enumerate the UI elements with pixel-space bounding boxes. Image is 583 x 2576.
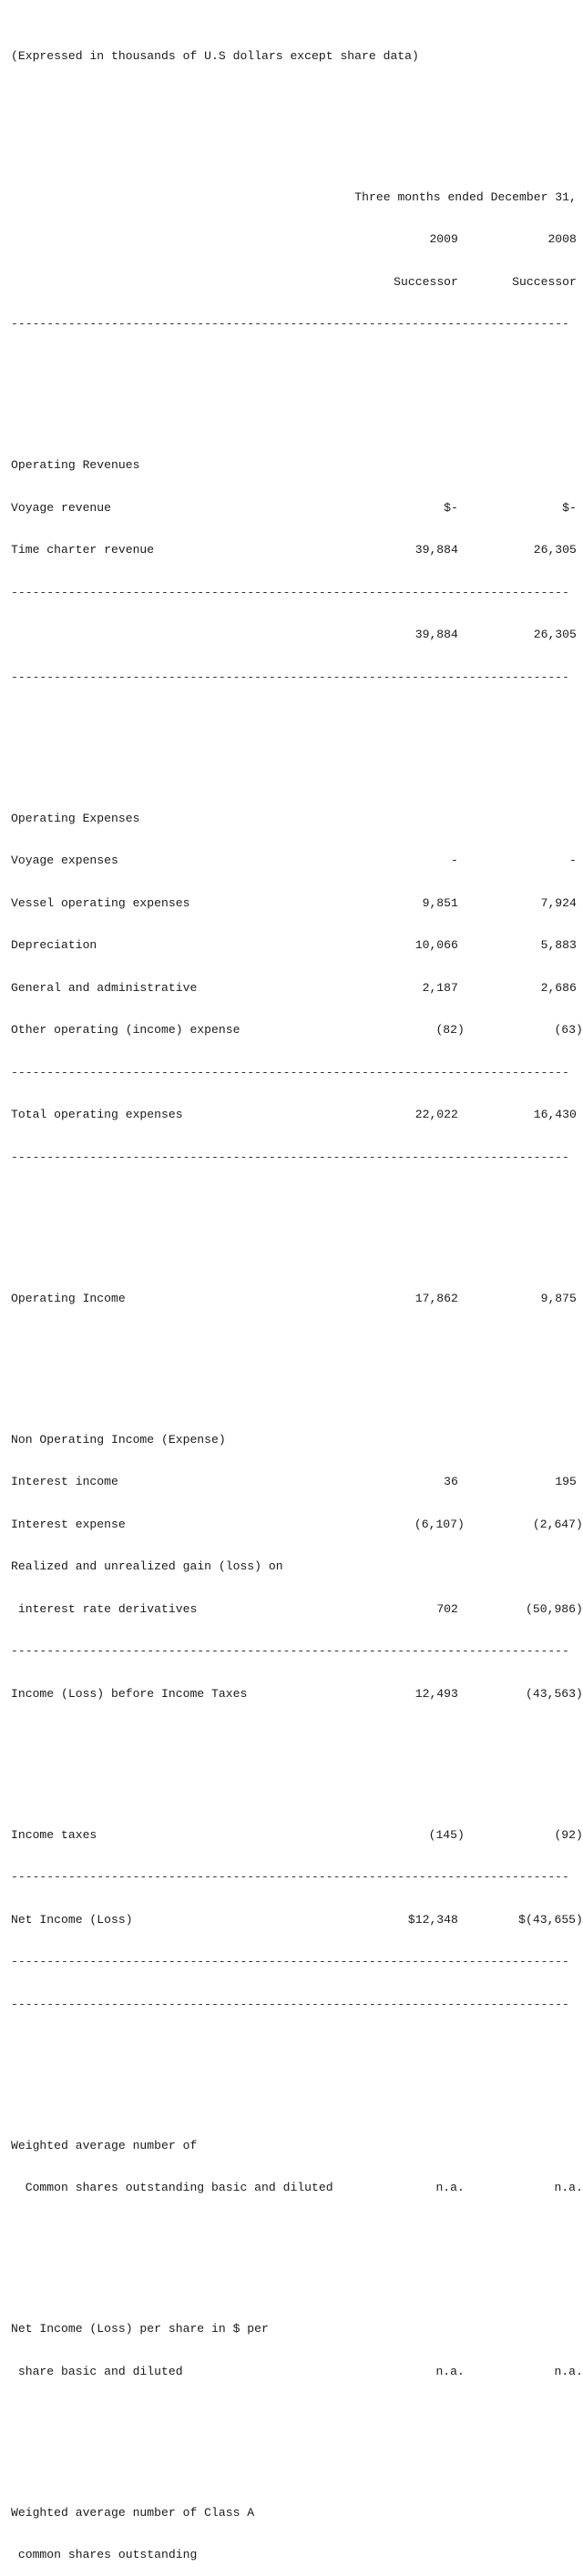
value-2008: 2,686 (540, 980, 577, 995)
row-label: Common shares outstanding basic and diluted (11, 2181, 333, 2194)
header-basis-row (11, 274, 577, 290)
weighted-common-row (11, 2139, 569, 2153)
rule: ------------------------------------------------------------------------------ (11, 1065, 569, 1079)
rule: ------------------------------------------------------------------------------ (11, 1955, 569, 1968)
row-label: interest rate derivatives (11, 1601, 198, 1616)
value-2009: 22,022 (414, 1108, 458, 1121)
section-heading (11, 1433, 569, 1447)
non-operating-heading: Non Operating Income (Expense) (11, 1432, 226, 1446)
rule: ------------------------------------------------------------------------------ (11, 1644, 569, 1658)
table-row (11, 980, 577, 996)
row-label: General and administrative (11, 980, 198, 995)
total-row (11, 1108, 577, 1122)
row-label: common shares outstanding (11, 2548, 198, 2561)
income-statement (11, 6, 583, 2576)
total-row (11, 628, 577, 642)
caption-text: (Expressed in thousands of U.S dollars except share data) (11, 48, 419, 63)
weighted-class-a-row-continuation (11, 2548, 569, 2562)
header-year-2009: 2009 (429, 232, 458, 246)
value-2008: (2,647) (532, 1517, 583, 1531)
income-before-taxes-row (11, 1686, 583, 1702)
value-2009: $- (444, 500, 458, 515)
table-row-continuation (11, 1601, 583, 1617)
value-2009: 702 (436, 1601, 458, 1616)
rule: ------------------------------------------------------------------------------ (11, 1150, 569, 1164)
value-2008: 26,305 (533, 543, 577, 557)
value-2008: - (569, 854, 577, 867)
row-label: Vessel operating expenses (11, 895, 190, 910)
value-2009: 39,884 (414, 543, 458, 557)
row-label: Weighted average number of (11, 2138, 198, 2152)
table-row (11, 1559, 569, 1574)
value-2008: n.a. (554, 2181, 583, 2194)
weighted-class-a-row (11, 2506, 569, 2520)
row-label: share basic and diluted (11, 2364, 183, 2378)
row-label: Operating Income (11, 1291, 126, 1305)
value-2008: 5,883 (540, 938, 577, 952)
value-2009: (82) (435, 1023, 465, 1037)
table-row (11, 854, 577, 868)
total-revenues-2009: 39,884 (414, 628, 458, 641)
total-revenues-2008: 26,305 (533, 628, 577, 641)
header-basis-2009: Successor (394, 274, 458, 289)
value-2008: 9,875 (540, 1291, 577, 1305)
value-2008: (92) (554, 1827, 583, 1842)
table-row (11, 938, 577, 953)
value-2009: (6,107) (414, 1517, 465, 1531)
header-period: Three months ended December 31, (354, 189, 577, 204)
weighted-common-row-continuation (11, 2181, 583, 2195)
net-income-row (11, 1912, 583, 1927)
row-label: Depreciation (11, 938, 97, 952)
section-heading (11, 812, 569, 826)
row-label: Interest income (11, 1475, 118, 1488)
header-period-row (11, 189, 577, 205)
caption (11, 49, 569, 64)
operating-revenues-heading: Operating Revenues (11, 458, 140, 472)
table-row (11, 1517, 583, 1532)
row-label: Net Income (Loss) per share in $ per (11, 2322, 269, 2336)
value-2009: 17,862 (414, 1291, 458, 1305)
operating-income-row (11, 1291, 577, 1306)
value-2008: (63) (554, 1023, 583, 1037)
row-label: Total operating expenses (11, 1108, 183, 1121)
row-label: Income (Loss) before Income Taxes (11, 1686, 248, 1701)
value-2008: (43,563) (526, 1686, 583, 1701)
header-year-row (11, 232, 577, 247)
value-2008: $(43,655) (518, 1912, 583, 1927)
table-row (11, 1475, 577, 1489)
row-label: Income taxes (11, 1827, 97, 1842)
value-2008: 7,924 (540, 895, 577, 910)
rule: ------------------------------------------------------------------------------ (11, 317, 569, 331)
row-label: Realized and unrealized gain (loss) on (11, 1559, 283, 1573)
row-label: Voyage revenue (11, 500, 112, 515)
header-year-2008: 2008 (547, 232, 577, 246)
eps-row (11, 2322, 569, 2336)
value-2009: n.a. (435, 2181, 465, 2194)
value-2009: 2,187 (422, 980, 458, 995)
row-label: Time charter revenue (11, 543, 155, 557)
section-heading (11, 458, 569, 473)
rule: ------------------------------------------------------------------------------ (11, 585, 569, 599)
value-2009: 12,493 (414, 1686, 458, 1701)
value-2008: 16,430 (533, 1108, 577, 1121)
value-2008: (50,986) (526, 1601, 583, 1616)
value-2009: 36 (444, 1475, 458, 1488)
table-row (11, 543, 577, 557)
rule: ------------------------------------------------------------------------------ (11, 670, 569, 684)
row-label: Net Income (Loss) (11, 1912, 133, 1927)
rule: ------------------------------------------------------------------------------ (11, 1870, 569, 1884)
value-2008: n.a. (554, 2364, 583, 2378)
row-label: Weighted average number of Class A (11, 2505, 255, 2520)
income-taxes-row (11, 1827, 583, 1843)
value-2008: $- (562, 500, 577, 515)
row-label: Other operating (income) expense (11, 1023, 240, 1037)
row-label: Voyage expenses (11, 854, 118, 867)
value-2009: n.a. (435, 2364, 465, 2378)
operating-expenses-heading: Operating Expenses (11, 811, 140, 825)
table-row (11, 895, 577, 911)
value-2009: 9,851 (422, 895, 458, 910)
table-row (11, 1023, 583, 1038)
value-2008: 195 (555, 1475, 577, 1488)
rule: ------------------------------------------------------------------------------ (11, 1997, 569, 2011)
eps-row-continuation (11, 2364, 583, 2379)
value-2009: - (451, 854, 458, 867)
table-row (11, 500, 577, 516)
value-2009: $12,348 (407, 1912, 458, 1927)
header-basis-2008: Successor (512, 274, 577, 289)
value-2009: (145) (428, 1827, 465, 1842)
value-2009: 10,066 (414, 938, 458, 952)
row-label: Interest expense (11, 1517, 126, 1531)
